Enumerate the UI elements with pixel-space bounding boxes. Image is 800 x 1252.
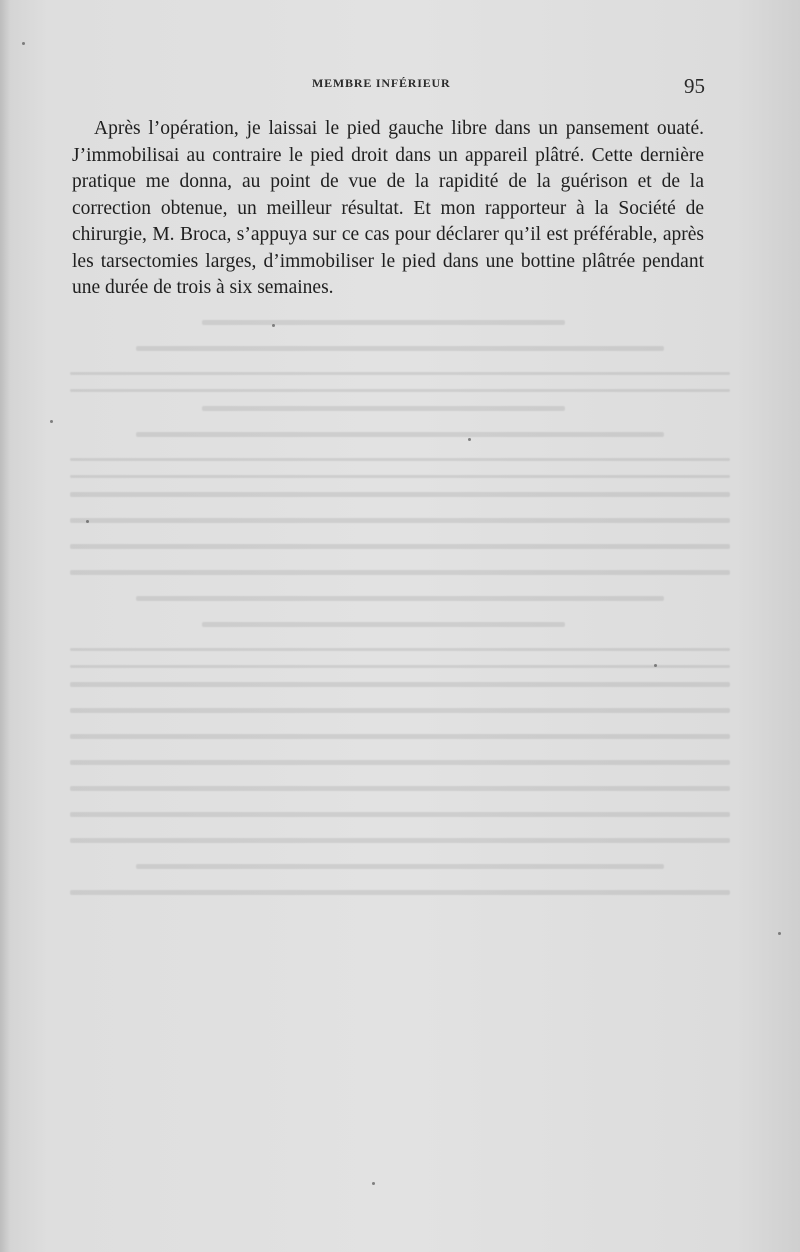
paper-speck	[654, 664, 657, 667]
bleed-line	[70, 458, 730, 461]
paper-speck	[50, 420, 53, 423]
show-through-from-reverse	[70, 320, 730, 1160]
bleed-line	[70, 665, 730, 668]
bleed-line	[70, 570, 730, 575]
body-text	[72, 116, 704, 302]
bleed-line	[136, 864, 664, 869]
bleed-line	[70, 492, 730, 497]
bleed-line	[70, 708, 730, 713]
bleed-line	[70, 786, 730, 791]
page-number: 95	[684, 74, 705, 98]
bleed-line	[70, 838, 730, 843]
bleed-line	[136, 596, 664, 601]
bleed-line	[70, 518, 730, 523]
paper-speck	[778, 932, 781, 935]
running-title: MEMBRE INFÉRIEUR	[312, 76, 451, 90]
bleed-line	[70, 544, 730, 549]
bleed-line	[70, 475, 730, 478]
bleed-line	[70, 389, 730, 392]
bleed-line	[202, 320, 565, 325]
bleed-line	[136, 432, 664, 437]
bleed-line	[202, 406, 565, 411]
paper-speck	[86, 520, 89, 523]
bleed-line	[202, 622, 565, 627]
bleed-line	[70, 760, 730, 765]
body-paragraph: Après l’opération, je laissai le pied gauche libre dans un pansement ouaté. J’immobilisai au contraire le pied droit dans un appareil plâtré. Cette dernière pratique me donna, au point de vue de la rapidité de la guérison et de la correction obtenue, un meilleur résultat. Et mon rapporteur à la Société de chirurgie, M. Broca, s’appuya sur ce cas pour déclarer qu’il est préférable, après les tarsectomies larges, d’immobiliser le pied dans une bottine plâtrée pendant une durée de trois à six semaines.	[72, 118, 704, 298]
bleed-line	[70, 734, 730, 739]
paper-speck	[272, 324, 275, 327]
bleed-line	[70, 812, 730, 817]
bleed-line	[70, 372, 730, 375]
bleed-line	[70, 682, 730, 687]
bleed-line	[70, 890, 730, 895]
bleed-line	[70, 648, 730, 651]
paper-speck	[22, 42, 25, 45]
paper-speck	[468, 438, 471, 441]
page-edge-shadow	[0, 0, 10, 1252]
paper-speck	[372, 1182, 375, 1185]
bleed-line	[136, 346, 664, 351]
